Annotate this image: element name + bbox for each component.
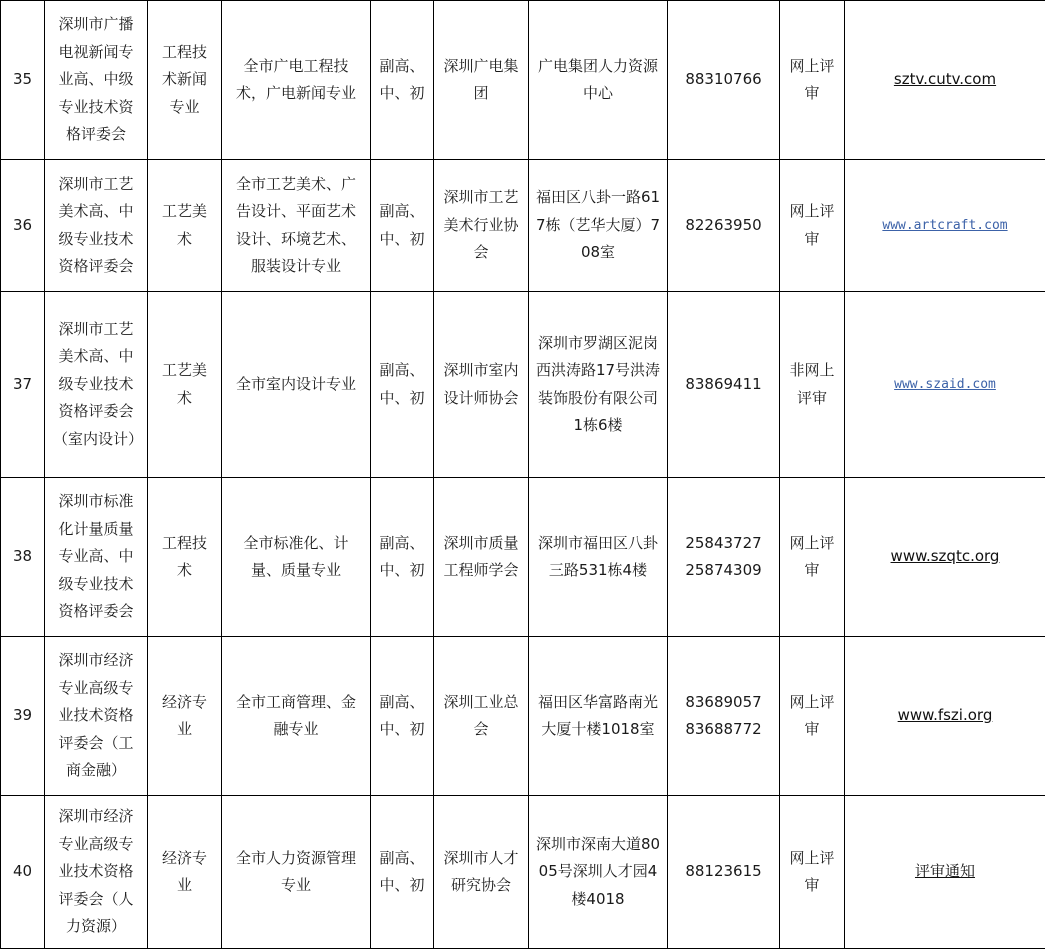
phone-1: 83689057: [672, 689, 775, 717]
table-row: [1, 478, 1045, 637]
qualification-series: 工程技术新闻专业: [148, 1, 222, 160]
table-row: [1, 160, 1045, 292]
qualification-series: 工程技术: [148, 478, 222, 637]
review-scope: 全市广电工程技术，广电新闻专业: [222, 1, 371, 160]
review-mode: 网上评审: [780, 1, 845, 160]
phone: 88310766: [668, 1, 780, 160]
website-link[interactable]: www.szqtc.org: [891, 547, 1000, 565]
review-scope: 全市标准化、计量、质量专业: [222, 478, 371, 637]
address: 福田区华富路南光大厦十楼1018室: [529, 637, 668, 796]
review-level: 副高、中、初: [371, 1, 434, 160]
review-level: 副高、中、初: [371, 160, 434, 292]
committee-name: 深圳市工艺美术高、中级专业技术资格评委会（室内设计）: [45, 292, 148, 478]
website-cell: [845, 796, 1045, 949]
table-row: [1, 637, 1045, 796]
review-level: 副高、中、初: [371, 292, 434, 478]
review-scope: 全市室内设计专业: [222, 292, 371, 478]
phone: 83869411: [668, 292, 780, 478]
row-number: 38: [1, 478, 45, 637]
organizer: 深圳市室内设计师协会: [434, 292, 529, 478]
review-scope: 全市人力资源管理专业: [222, 796, 371, 949]
committee-name: 深圳市广播电视新闻专业高、中级专业技术资格评委会: [45, 1, 148, 160]
phone-2: 25874309: [672, 557, 775, 585]
address: 深圳市深南大道8005号深圳人才园4楼4018: [529, 796, 668, 949]
row-number: 39: [1, 637, 45, 796]
review-level: 副高、中、初: [371, 637, 434, 796]
review-notice-link[interactable]: 评审通知: [915, 862, 975, 880]
review-level: 副高、中、初: [371, 478, 434, 637]
website-cell: [845, 1, 1045, 160]
table-row: [1, 1, 1045, 160]
website-cell: [845, 292, 1045, 478]
qualification-series: 经济专业: [148, 637, 222, 796]
phone-cell: [668, 637, 780, 796]
review-mode: 网上评审: [780, 637, 845, 796]
review-level: 副高、中、初: [371, 796, 434, 949]
table-row: [1, 292, 1045, 478]
phone-cell: [668, 478, 780, 637]
phone: 82263950: [668, 160, 780, 292]
phone: 88123615: [668, 796, 780, 949]
website-link[interactable]: www.artcraft.com: [882, 218, 1007, 233]
website-cell: [845, 478, 1045, 637]
review-scope: 全市工艺美术、广告设计、平面艺术设计、环境艺术、服装设计专业: [222, 160, 371, 292]
organizer: 深圳市人才研究协会: [434, 796, 529, 949]
organizer: 深圳广电集团: [434, 1, 529, 160]
organizer: 深圳市质量工程师学会: [434, 478, 529, 637]
committee-name: 深圳市标准化计量质量专业高、中级专业技术资格评委会: [45, 478, 148, 637]
address: 深圳市福田区八卦三路531栋4楼: [529, 478, 668, 637]
website-cell: [845, 160, 1045, 292]
review-mode: 网上评审: [780, 796, 845, 949]
phone-2: 83688772: [672, 716, 775, 744]
row-number: 37: [1, 292, 45, 478]
address: 深圳市罗湖区泥岗西洪涛路17号洪涛装饰股份有限公司1栋6楼: [529, 292, 668, 478]
committee-name: 深圳市经济专业高级专业技术资格评委会（人力资源）: [45, 796, 148, 949]
review-scope: 全市工商管理、金融专业: [222, 637, 371, 796]
address: 广电集团人力资源中心: [529, 1, 668, 160]
organizer: 深圳工业总会: [434, 637, 529, 796]
row-number: 40: [1, 796, 45, 949]
website-link[interactable]: www.szaid.com: [894, 377, 996, 392]
website-cell: [845, 637, 1045, 796]
qualification-series: 工艺美术: [148, 292, 222, 478]
review-mode: 非网上评审: [780, 292, 845, 478]
organizer: 深圳市工艺美术行业协会: [434, 160, 529, 292]
review-mode: 网上评审: [780, 478, 845, 637]
row-number: 36: [1, 160, 45, 292]
table-row: [1, 796, 1045, 949]
website-link[interactable]: www.fszi.org: [898, 706, 993, 724]
website-link[interactable]: sztv.cutv.com: [894, 70, 996, 88]
phone-1: 25843727: [672, 530, 775, 558]
address: 福田区八卦一路617栋（艺华大厦）708室: [529, 160, 668, 292]
committee-name: 深圳市工艺美术高、中级专业技术资格评委会: [45, 160, 148, 292]
qualification-series: 工艺美术: [148, 160, 222, 292]
review-mode: 网上评审: [780, 160, 845, 292]
row-number: 35: [1, 1, 45, 160]
committee-name: 深圳市经济专业高级专业技术资格评委会（工商金融）: [45, 637, 148, 796]
qualification-series: 经济专业: [148, 796, 222, 949]
